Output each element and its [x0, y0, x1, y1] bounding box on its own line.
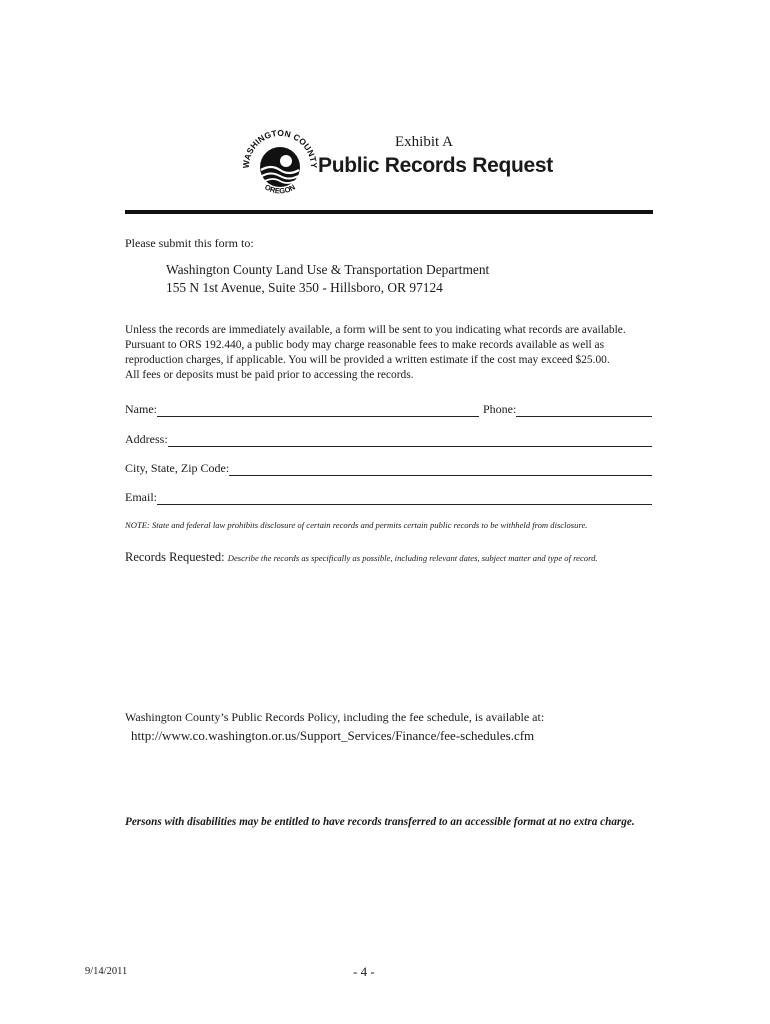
- county-seal-icon: [241, 128, 319, 206]
- address-row: [125, 432, 652, 447]
- county-logo: [241, 128, 319, 206]
- disability-notice: Persons with disabilities may be entitled to have records transferred to an accessible format at no extra charge.: [125, 816, 635, 828]
- logo-bottom-text: OREGON: [263, 182, 297, 196]
- records-requested: [125, 550, 598, 565]
- intro-line: All fees or deposits must be paid prior to accessing the records.: [125, 369, 414, 381]
- disclosure-note: NOTE: State and federal law prohibits disclosure of certain records and permits certain public records to be withheld from disclosure.: [125, 520, 588, 530]
- department-name: Washington County Land Use & Transportation Department: [166, 262, 490, 277]
- footer-date: 9/14/2011: [85, 966, 128, 977]
- records-description: Describe the records as specifically as possible, including relevant dates, subject matter and type of record.: [227, 553, 598, 563]
- city-state-zip-field[interactable]: [229, 463, 652, 476]
- intro-line: Unless the records are immediately available, a form will be sent to you indicating what records are available.: [125, 324, 626, 336]
- phone-field[interactable]: [516, 404, 652, 417]
- records-label: Records Requested:: [125, 550, 225, 564]
- submit-label: Please submit this form to:: [125, 236, 254, 250]
- name-field[interactable]: [157, 404, 479, 417]
- email-field[interactable]: [157, 492, 652, 505]
- intro-paragraph: [125, 323, 665, 383]
- name-phone-row: [125, 402, 652, 417]
- name-label: Name:: [125, 402, 157, 416]
- policy-text: Washington County’s Public Records Policy, including the fee schedule, is available at:: [125, 710, 545, 724]
- email-label: Email:: [125, 490, 157, 504]
- header-divider: [125, 210, 653, 214]
- fee-schedule-link[interactable]: http://www.co.washington.or.us/Support_Services/Finance/fee-schedules.cfm: [131, 728, 535, 743]
- department-address: 155 N 1st Avenue, Suite 350 - Hillsboro, OR 97124: [166, 280, 443, 295]
- city-row: [125, 461, 652, 476]
- address-label: Address:: [125, 432, 168, 446]
- intro-line: reproduction charges, if applicable. You will be provided a written estimate if the cost may exceed $25.00.: [125, 354, 610, 366]
- intro-line: Pursuant to ORS 192.440, a public body may charge reasonable fees to make records available as well as: [125, 339, 605, 351]
- logo-top-text: WASHINGTON COUNTY: [241, 128, 319, 169]
- page-number: - 4 -: [353, 964, 375, 979]
- page-title: Public Records Request: [318, 154, 553, 177]
- phone-label: Phone:: [483, 402, 517, 416]
- address-field[interactable]: [168, 434, 652, 447]
- city-label: City, State, Zip Code:: [125, 461, 230, 475]
- email-row: [125, 490, 652, 505]
- exhibit-label: Exhibit A: [395, 134, 453, 150]
